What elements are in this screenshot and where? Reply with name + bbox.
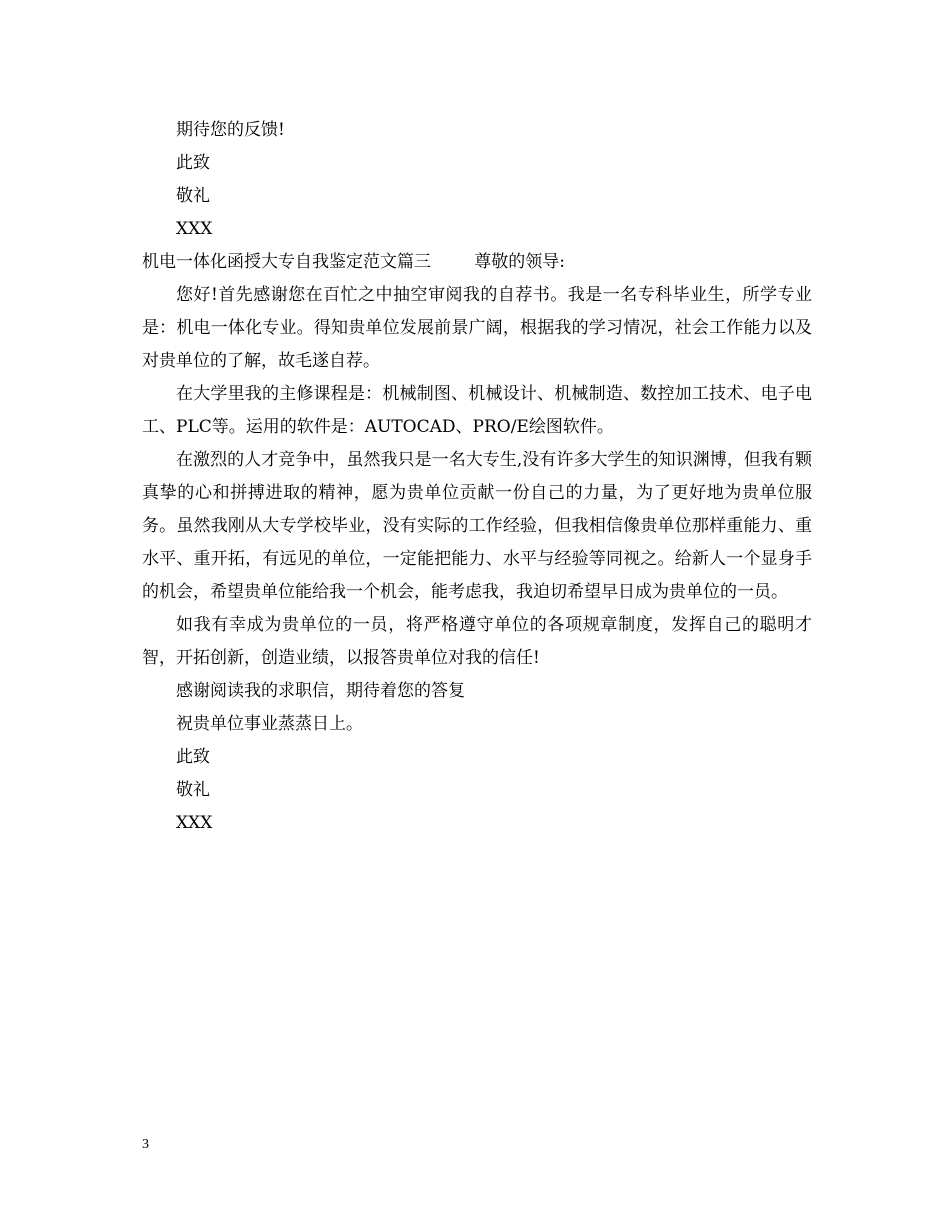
- section-heading-line: [142, 246, 812, 279]
- section-heading: 机电一体化函授大专自我鉴定范文篇三: [142, 252, 431, 272]
- closing-line-feedback: 期待您的反馈!: [176, 120, 285, 140]
- closing-line-jingli: 敬礼: [176, 186, 210, 206]
- closing-line-thanks: 感谢阅读我的求职信，期待着您的答复: [176, 681, 465, 701]
- paragraph-introduction: 您好!首先感谢您在百忙之中抽空审阅我的自荐书。我是一名专科毕业生，所学专业是：机电一体化专业。得知贵单位发展前景广阔，根据我的学习情况，社会工作能力以及对贵单位的了解，故毛遂自荐。: [142, 285, 812, 371]
- signature-line: XXX: [176, 219, 213, 239]
- closing-line-cizhi: 此致: [176, 153, 210, 173]
- closing-line-cizhi-final: 此致: [176, 747, 210, 767]
- paragraph-courses: 在大学里我的主修课程是：机械制图、机械设计、机械制造、数控加工技术、电子电工、PLC等。运用的软件是：AUTOCAD、PRO/E绘图软件。: [142, 384, 812, 437]
- closing-line-wishes: 祝贵单位事业蒸蒸日上。: [176, 714, 363, 734]
- document-body: [142, 114, 812, 840]
- page-number: 3: [142, 1137, 149, 1152]
- closing-line-jingli-final: 敬礼: [176, 780, 210, 800]
- salutation: 尊敬的领导:: [474, 252, 565, 272]
- paragraph-competition: 在激烈的人才竞争中，虽然我只是一名大专生,没有许多大学生的知识渊博，但我有颗真挚的心和拼搏进取的精神，愿为贵单位贡献一份自己的力量，为了更好地为贵单位服务。虽然我刚从大专学校毕业，没有实际的工作经验，但我相信像贵单位那样重能力、重水平、重开拓，有远见的单位，一定能把能力、水平与经验等同视之。给新人一个显身手的机会，希望贵单位能给我一个机会，能考虑我，我迫切希望早日成为贵单位的一员。: [142, 450, 812, 602]
- paragraph-commitment: 如我有幸成为贵单位的一员，将严格遵守单位的各项规章制度，发挥自己的聪明才智，开拓创新，创造业绩，以报答贵单位对我的信任!: [142, 615, 812, 668]
- signature-line-final: XXX: [176, 813, 213, 833]
